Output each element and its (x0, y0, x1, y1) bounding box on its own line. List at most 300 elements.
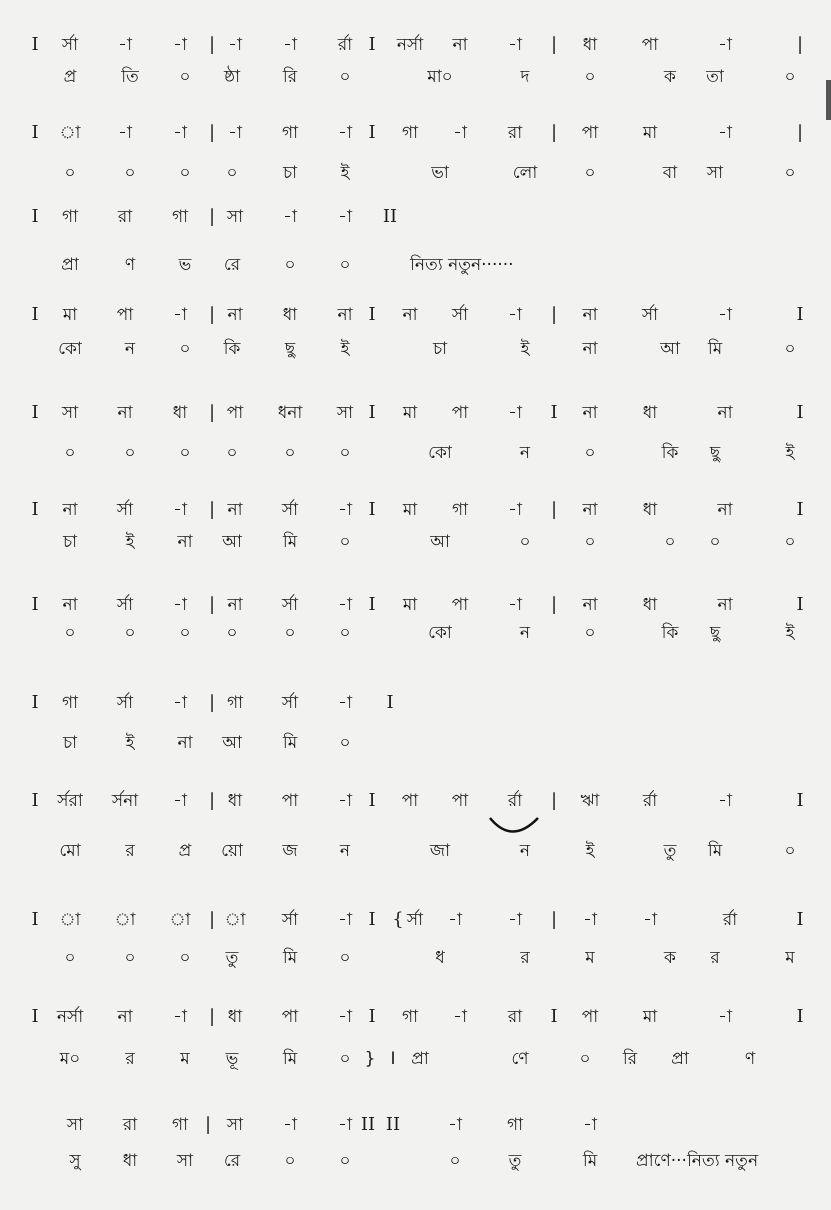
lyric-syllable: ছু (709, 443, 721, 463)
swara-note: র্সা (116, 500, 134, 520)
swara-note: া (59, 123, 81, 143)
swara-note: র্রা (642, 791, 658, 811)
swara-note: না (582, 500, 598, 520)
swara-note: -া (718, 1007, 732, 1027)
swara-note: নর্সা (396, 35, 424, 55)
lyric-syllable: ০ (179, 339, 191, 359)
bar-marker: I (368, 122, 376, 143)
swara-note: পা (281, 1007, 299, 1027)
bar-marker: I (31, 909, 39, 930)
swara-note: পা (281, 791, 299, 811)
lyric-syllable: তু (663, 841, 677, 861)
lyric-syllable: ০ (64, 623, 76, 643)
lyric-syllable: মি (582, 1151, 598, 1171)
swara-note: ধা (227, 791, 243, 811)
lyric-syllable: ০ (339, 623, 351, 643)
bar-marker: I (368, 304, 376, 325)
swara-note: -া (283, 1115, 297, 1135)
lyric-syllable: ০ (449, 1151, 461, 1171)
notation-line (0, 1002, 831, 1032)
lyric-syllable: ০ (284, 255, 296, 275)
lyric-syllable: ভা (431, 163, 449, 183)
swara-note: মা (642, 123, 658, 143)
lyric-syllable: ০ (226, 623, 238, 643)
swara-note: -া (173, 35, 187, 55)
bar-marker: I (31, 692, 39, 713)
lyric-syllable: ন (519, 623, 531, 643)
swara-note: গা (401, 1007, 419, 1027)
lyric-line (0, 158, 831, 188)
bar-marker: I (550, 402, 558, 423)
swara-note: না (402, 305, 418, 325)
lyric-syllable: ০ (124, 623, 136, 643)
lyric-syllable: ০ (339, 1049, 351, 1069)
swara-note: নর্সা (56, 1007, 84, 1027)
swara-note: র্সা (116, 595, 134, 615)
lyric-syllable: ০ (584, 67, 596, 87)
lyric-syllable: ই (585, 841, 595, 861)
notation-line (0, 398, 831, 428)
bar-marker: | (550, 594, 558, 615)
lyric-syllable: প্রা (671, 1049, 689, 1069)
swara-note: ধা (582, 35, 598, 55)
lyric-syllable: র (520, 948, 530, 968)
lyric-syllable: ধা (122, 1151, 138, 1171)
swara-note: -া (338, 123, 352, 143)
swara-note: -া (718, 123, 732, 143)
lyric-syllable: ণ (744, 1049, 756, 1069)
swara-note: -া (338, 791, 352, 811)
swara-note: া (114, 910, 136, 930)
swara-note: গা (61, 207, 79, 227)
notation-line (0, 786, 831, 816)
lyric-line (0, 334, 831, 364)
lyric-syllable: ০ (784, 532, 796, 552)
bar-marker: | (208, 122, 216, 143)
lyric-syllable: ০ (339, 1151, 351, 1171)
lyric-syllable: মি (707, 339, 723, 359)
bar-marker: | (550, 790, 558, 811)
swara-note: -া (453, 123, 467, 143)
lyric-syllable: ই (125, 733, 135, 753)
bar-marker: I (368, 34, 376, 55)
swara-note: র্সনা (111, 791, 139, 811)
bar-marker: | (550, 34, 558, 55)
bar-marker: I (31, 206, 39, 227)
lyric-syllable: র (710, 948, 720, 968)
lyric-syllable: প্রা (61, 255, 79, 275)
lyric-syllable: ০ (124, 443, 136, 463)
bar-marker: | (208, 909, 216, 930)
swara-note: পা (581, 123, 599, 143)
bar-marker: | (550, 499, 558, 520)
lyric-syllable: ০ (339, 532, 351, 552)
lyric-syllable: ভ (178, 255, 192, 275)
lyric-line (0, 1146, 831, 1176)
swara-note: গা (506, 1115, 524, 1135)
lyric-syllable: ন (519, 443, 531, 463)
swara-note: রা (117, 207, 133, 227)
lyric-syllable: সা (176, 1151, 194, 1171)
swara-note: ধনা (277, 403, 303, 423)
swara-note: র্সা (406, 910, 424, 930)
bar-marker: I (31, 499, 39, 520)
swara-note: -া (508, 910, 522, 930)
notation-line (0, 118, 831, 148)
swara-note: সা (226, 1115, 244, 1135)
swara-note: -া (228, 35, 242, 55)
bar-marker: | (208, 304, 216, 325)
lyric-syllable: ম (585, 948, 595, 968)
lyric-syllable: ভূ (225, 1049, 239, 1069)
swara-note: মা (402, 595, 418, 615)
swara-note: -া (718, 305, 732, 325)
swara-note: -া (338, 693, 352, 713)
notation-line (0, 300, 831, 330)
bar-marker: | (204, 1114, 212, 1135)
lyric-syllable: মা০ (427, 67, 453, 87)
bar-marker: I (796, 1006, 804, 1027)
lyric-syllable: মো (59, 841, 81, 861)
lyric-syllable: বা (662, 163, 678, 183)
lyric-line (0, 728, 831, 758)
swara-note: -া (508, 305, 522, 325)
bar-marker: | (550, 122, 558, 143)
lyric-syllable: ০ (339, 733, 351, 753)
swara-note: রা (507, 1007, 523, 1027)
swara-note: সা (336, 403, 354, 423)
swara-note: রা (507, 123, 523, 143)
swara-note: র্সা (451, 305, 469, 325)
lyric-syllable: ০ (339, 255, 351, 275)
swara-note: র্সা (116, 693, 134, 713)
lyric-syllable: চা (62, 532, 78, 552)
swara-note: -া (508, 403, 522, 423)
swara-note: র্সা (61, 35, 79, 55)
swara-note: না (582, 403, 598, 423)
bar-marker: I (796, 499, 804, 520)
swara-note: া (224, 910, 246, 930)
swara-note: র্সা (281, 910, 299, 930)
lyric-syllable: রি (622, 1049, 638, 1069)
swara-note: না (62, 500, 78, 520)
lyric-syllable: য়ো (221, 841, 243, 861)
lyric-syllable: ই (785, 443, 795, 463)
lyric-syllable: দ (520, 67, 530, 87)
lyric-syllable: মি (282, 1049, 298, 1069)
lyric-phrase: প্রাণে···নিত্য নতুন (636, 1151, 759, 1171)
lyric-syllable: I (390, 1049, 396, 1069)
lyric-syllable: ০ (784, 67, 796, 87)
swara-note: -া (338, 595, 352, 615)
lyric-syllable: চা (432, 339, 448, 359)
lyric-syllable: ০ (339, 948, 351, 968)
swara-note: না (117, 403, 133, 423)
swara-note: র্সরা (57, 791, 83, 811)
lyric-syllable: ০ (124, 948, 136, 968)
lyric-syllable: রি (282, 67, 298, 87)
lyric-syllable: ছু (284, 339, 296, 359)
lyric-syllable: কো (428, 623, 452, 643)
swara-note: গা (171, 1115, 189, 1135)
lyric-syllable: ন (124, 339, 136, 359)
lyric-syllable: ০ (709, 532, 721, 552)
lyric-syllable: প্রা (411, 1049, 429, 1069)
lyric-line (0, 62, 831, 92)
lyric-syllable: ন (339, 841, 351, 861)
lyric-syllable: আ (222, 532, 242, 552)
bar-marker: I (796, 909, 804, 930)
lyric-syllable: তু (225, 948, 239, 968)
swara-note: -া (118, 35, 132, 55)
bar-marker: I (31, 1006, 39, 1027)
swara-note: ধা (642, 403, 658, 423)
bar-marker: I (386, 692, 394, 713)
swara-note: -া (173, 500, 187, 520)
lyric-syllable: চা (282, 163, 298, 183)
lyric-syllable: মি (282, 733, 298, 753)
bar-marker: II (385, 1114, 401, 1135)
lyric-syllable: ই (340, 339, 350, 359)
swara-note: না (227, 305, 243, 325)
swara-note: গা (226, 693, 244, 713)
swara-note: -া (118, 123, 132, 143)
swara-note: না (582, 305, 598, 325)
lyric-syllable: ক (664, 67, 676, 87)
swara-note: না (717, 500, 733, 520)
lyric-syllable: ০ (226, 443, 238, 463)
lyric-syllable: ০ (179, 163, 191, 183)
bar-marker: I (31, 790, 39, 811)
swara-note: -া (448, 1115, 462, 1135)
notation-line (0, 688, 831, 718)
swara-note: সা (226, 207, 244, 227)
notation-line (0, 202, 831, 232)
bar-marker: I (368, 594, 376, 615)
lyric-syllable: ০ (124, 163, 136, 183)
swara-note: না (582, 595, 598, 615)
lyric-syllable: লো (512, 163, 538, 183)
lyric-syllable: ০ (179, 67, 191, 87)
lyric-syllable: সা (706, 163, 724, 183)
swara-note: র্রা (337, 35, 353, 55)
bar-marker: I (31, 122, 39, 143)
bar-marker: | (208, 206, 216, 227)
lyric-syllable: ই (340, 163, 350, 183)
bar-marker: I (368, 1006, 376, 1027)
swara-note: -া (173, 693, 187, 713)
swara-note: -া (338, 500, 352, 520)
swara-note: পা (451, 791, 469, 811)
lyric-syllable: ষ্ঠা (223, 67, 241, 87)
bar-marker: | (208, 34, 216, 55)
swara-note: পা (581, 1007, 599, 1027)
lyric-syllable: ০ (64, 443, 76, 463)
lyric-syllable: তি (121, 67, 139, 87)
swara-note: -া (508, 500, 522, 520)
lyric-syllable: ০ (784, 163, 796, 183)
lyric-syllable: আ (430, 532, 450, 552)
swara-note: -া (338, 207, 352, 227)
swara-note: -া (173, 123, 187, 143)
swara-note: গা (61, 693, 79, 713)
swara-note: গা (281, 123, 299, 143)
swara-note: র্সা (281, 693, 299, 713)
notation-line (0, 1110, 831, 1140)
lyric-syllable: ০ (284, 443, 296, 463)
lyric-syllable: ০ (284, 1151, 296, 1171)
lyric-syllable: ০ (179, 948, 191, 968)
lyric-syllable: ০ (664, 532, 676, 552)
lyric-syllable: কি (661, 443, 679, 463)
lyric-syllable: কো (58, 339, 82, 359)
bar-marker: I (368, 909, 376, 930)
lyric-syllable: র (125, 1049, 135, 1069)
bar-marker: | (550, 304, 558, 325)
lyric-syllable: ০ (784, 339, 796, 359)
swara-note: া (169, 910, 191, 930)
notation-line (0, 495, 831, 525)
lyric-syllable: ০ (64, 163, 76, 183)
lyric-syllable: প্র (178, 841, 192, 861)
swara-note: -া (338, 1115, 352, 1135)
lyric-line (0, 836, 831, 866)
notation-line (0, 590, 831, 620)
lyric-syllable: না (177, 532, 193, 552)
swara-note: -া (453, 1007, 467, 1027)
lyric-syllable: ০ (339, 443, 351, 463)
bar-marker: I (31, 34, 39, 55)
lyric-syllable: মি (707, 841, 723, 861)
lyric-syllable: কি (661, 623, 679, 643)
lyric-line (0, 1044, 831, 1074)
swara-note: র্রা (722, 910, 738, 930)
lyric-syllable: রে (223, 1151, 241, 1171)
swara-note: পা (116, 305, 134, 325)
swara-note: মা (62, 305, 78, 325)
swara-note: না (337, 305, 353, 325)
lyric-syllable: ই (785, 623, 795, 643)
lyric-syllable: র (125, 841, 135, 861)
swara-note: -া (508, 35, 522, 55)
swara-note: গা (451, 500, 469, 520)
lyric-syllable: মি (282, 948, 298, 968)
swara-note: ঋা (580, 791, 600, 811)
swara-note: পা (641, 35, 659, 55)
swara-note: -া (718, 791, 732, 811)
lyric-syllable: ০ (579, 1049, 591, 1069)
lyric-syllable: আ (222, 733, 242, 753)
lyric-syllable: কো (428, 443, 452, 463)
swara-note: না (452, 35, 468, 55)
lyric-syllable: তা (706, 67, 724, 87)
lyric-syllable: না (177, 733, 193, 753)
swara-note: র্সা (281, 500, 299, 520)
swara-note: -া (283, 207, 297, 227)
lyric-line (0, 527, 831, 557)
lyric-syllable: ধ (435, 948, 445, 968)
swara-note: মা (402, 403, 418, 423)
swara-note: ধা (227, 1007, 243, 1027)
lyric-syllable: ম (180, 1049, 190, 1069)
bar-marker: II (360, 1114, 376, 1135)
lyric-syllable: ক (664, 948, 676, 968)
swara-note: ধা (642, 595, 658, 615)
lyric-syllable: ০ (584, 623, 596, 643)
lyric-line (0, 618, 831, 648)
swara-note: পা (226, 403, 244, 423)
bar-marker: | (796, 122, 804, 143)
lyric-syllable: না (582, 339, 598, 359)
swara-note: র্সা (641, 305, 659, 325)
swara-note: -া (338, 910, 352, 930)
bar-marker: I (368, 790, 376, 811)
lyric-syllable: ০ (784, 841, 796, 861)
swara-note: মা (402, 500, 418, 520)
swara-note: র্রা (507, 791, 523, 811)
bar-marker: { (392, 909, 404, 930)
bar-marker: I (31, 594, 39, 615)
bar-marker: I (31, 402, 39, 423)
bar-marker: I (368, 402, 376, 423)
lyric-syllable: ই (520, 339, 530, 359)
lyric-syllable: } (364, 1049, 376, 1069)
bar-marker: | (796, 34, 804, 55)
swara-note: না (717, 403, 733, 423)
swara-note: রা (122, 1115, 138, 1135)
lyric-syllable: ছু (709, 623, 721, 643)
notation-line (0, 905, 831, 935)
swara-note: া (59, 910, 81, 930)
swara-note: -া (508, 595, 522, 615)
swara-note: -া (173, 305, 187, 325)
lyric-phrase: নিত্য নতুন······ (410, 255, 514, 275)
lyric-syllable: প্র (63, 67, 77, 87)
bar-marker: I (796, 790, 804, 811)
bar-marker: | (208, 594, 216, 615)
lyric-syllable: ০ (584, 163, 596, 183)
lyric-syllable: চা (62, 733, 78, 753)
swara-note: -া (448, 910, 462, 930)
bar-marker: II (382, 206, 398, 227)
lyric-syllable: ন (519, 841, 531, 861)
swara-note: না (227, 500, 243, 520)
swara-note: সা (66, 1115, 84, 1135)
lyric-syllable: ০ (179, 623, 191, 643)
lyric-syllable: ০ (64, 948, 76, 968)
swara-note: গা (401, 123, 419, 143)
swara-note: না (117, 1007, 133, 1027)
bar-marker: I (550, 1006, 558, 1027)
bar-marker: | (208, 790, 216, 811)
swara-note: না (227, 595, 243, 615)
swara-note: পা (451, 595, 469, 615)
lyric-syllable: সু (69, 1151, 81, 1171)
swara-note: গা (171, 207, 189, 227)
lyric-syllable: মি (282, 532, 298, 552)
lyric-syllable: ম০ (59, 1049, 81, 1069)
lyric-syllable: ম (785, 948, 795, 968)
bar-marker: | (208, 692, 216, 713)
bar-marker: | (208, 499, 216, 520)
lyric-syllable: ণ (124, 255, 136, 275)
lyric-syllable: ০ (339, 67, 351, 87)
swara-note: ধা (642, 500, 658, 520)
swara-note: পা (401, 791, 419, 811)
bar-marker: I (796, 594, 804, 615)
lyric-syllable: আ (660, 339, 680, 359)
bar-marker: | (208, 1006, 216, 1027)
